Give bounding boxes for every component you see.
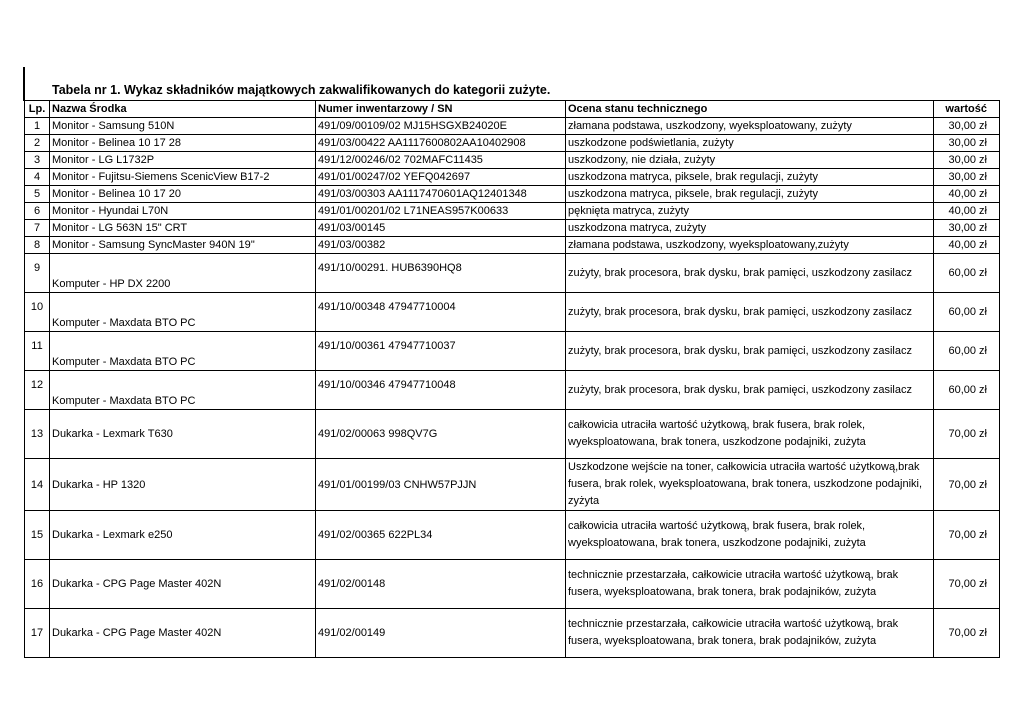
cell-name: Komputer - Maxdata BTO PC (50, 332, 316, 371)
cell-lp: 10 (25, 293, 50, 332)
header-value: wartość (934, 101, 1000, 118)
table-row (25, 459, 1000, 511)
cell-lp: 7 (25, 220, 50, 237)
table-row (25, 332, 1000, 371)
cell-lp: 4 (25, 169, 50, 186)
cell-lp: 15 (25, 511, 50, 560)
cell-condition: całkowicia utraciła wartość użytkową, brak fusera, brak rolek, wyeksploatowana, brak tonera, uszkodzone podajniki, zużyta (566, 511, 934, 560)
cell-condition: technicznie przestarzała, całkowicie utraciła wartość użytkową, brak fusera, wyeksploatowana, brak tonera, brak podajników, zużyta (566, 560, 934, 609)
cell-condition: uszkodzona matryca, piksele, brak regulacji, zużyty (566, 186, 934, 203)
cell-inventory: 491/01/00199/03 CNHW57PJJN (316, 459, 566, 511)
cell-value: 30,00 zł (934, 118, 1000, 135)
cell-name: Dukarka - HP 1320 (50, 459, 316, 511)
cell-lp: 14 (25, 459, 50, 511)
cell-name: Monitor - LG 563N 15" CRT (50, 220, 316, 237)
cell-value: 30,00 zł (934, 169, 1000, 186)
cell-value: 70,00 zł (934, 459, 1000, 511)
table-row (25, 560, 1000, 609)
cell-inventory: 491/09/00109/02 MJ15HSGXB24020E (316, 118, 566, 135)
cell-inventory: 491/03/00422 AA1117600802AA10402908 (316, 135, 566, 152)
cell-condition: zużyty, brak procesora, brak dysku, brak pamięci, uszkodzony zasilacz (566, 293, 934, 332)
cell-inventory: 491/10/00346 47947710048 (316, 371, 566, 410)
cell-inventory: 491/02/00149 (316, 609, 566, 658)
cell-name: Monitor - Hyundai L70N (50, 203, 316, 220)
cell-name: Dukarka - Lexmark e250 (50, 511, 316, 560)
cell-value: 60,00 zł (934, 371, 1000, 410)
cell-name: Monitor - Fujitsu-Siemens ScenicView B17-2 (50, 169, 316, 186)
cell-value: 60,00 zł (934, 332, 1000, 371)
cell-lp: 8 (25, 237, 50, 254)
cell-value: 70,00 zł (934, 560, 1000, 609)
header-inventory: Numer inwentarzowy / SN (316, 101, 566, 118)
table-row (25, 293, 1000, 332)
cell-lp: 13 (25, 410, 50, 459)
table-row (25, 118, 1000, 135)
table-row (25, 169, 1000, 186)
cell-lp: 17 (25, 609, 50, 658)
cell-lp: 5 (25, 186, 50, 203)
table-row (25, 237, 1000, 254)
cell-inventory: 491/01/00247/02 YEFQ042697 (316, 169, 566, 186)
cell-value: 40,00 zł (934, 203, 1000, 220)
header-row (25, 101, 1000, 118)
cell-name: Dukarka - Lexmark T630 (50, 410, 316, 459)
cell-name: Monitor - Samsung SyncMaster 940N 19'' (50, 237, 316, 254)
cell-name: Dukarka - CPG Page Master 402N (50, 609, 316, 658)
cell-inventory: 491/02/00063 998QV7G (316, 410, 566, 459)
table-row (25, 186, 1000, 203)
header-condition: Ocena stanu technicznego (566, 101, 934, 118)
cell-name: Komputer - HP DX 2200 (50, 254, 316, 293)
cell-condition: uszkodzona matryca, zużyty (566, 220, 934, 237)
table-row (25, 220, 1000, 237)
column-divider (23, 67, 25, 101)
cell-condition: Uszkodzone wejście na toner, całkowicia utraciła wartość użytkową,brak fusera, brak rolek, wyeksploatowana, brak tonera, uszkodzone podajniki, zyżyta (566, 459, 934, 511)
table-row (25, 511, 1000, 560)
cell-name: Monitor - Belinea 10 17 20 (50, 186, 316, 203)
cell-condition: złamana podstawa, uszkodzony, wyeksploatowany, zużyty (566, 118, 934, 135)
cell-lp: 11 (25, 332, 50, 371)
asset-table (24, 100, 1000, 658)
table-row (25, 203, 1000, 220)
cell-value: 30,00 zł (934, 152, 1000, 169)
cell-inventory: 491/12/00246/02 702MAFC11435 (316, 152, 566, 169)
cell-condition: złamana podstawa, uszkodzony, wyeksploatowany,zużyty (566, 237, 934, 254)
cell-inventory: 491/10/00361 47947710037 (316, 332, 566, 371)
cell-lp: 1 (25, 118, 50, 135)
cell-name: Monitor - LG L1732P (50, 152, 316, 169)
cell-lp: 9 (25, 254, 50, 293)
cell-condition: zużyty, brak procesora, brak dysku, brak pamięci, uszkodzony zasilacz (566, 254, 934, 293)
cell-lp: 3 (25, 152, 50, 169)
cell-lp: 16 (25, 560, 50, 609)
cell-condition: zużyty, brak procesora, brak dysku, brak pamięci, uszkodzony zasilacz (566, 332, 934, 371)
cell-lp: 12 (25, 371, 50, 410)
cell-lp: 6 (25, 203, 50, 220)
table-row (25, 254, 1000, 293)
cell-name: Dukarka - CPG Page Master 402N (50, 560, 316, 609)
table-row (25, 371, 1000, 410)
cell-value: 40,00 zł (934, 237, 1000, 254)
cell-condition: pęknięta matryca, zużyty (566, 203, 934, 220)
cell-name: Monitor - Belinea 10 17 28 (50, 135, 316, 152)
cell-inventory: 491/02/00148 (316, 560, 566, 609)
table-title: Tabela nr 1. Wykaz składników majątkowych zakwalifikowanych do kategorii zużyte. (52, 83, 551, 97)
cell-value: 30,00 zł (934, 135, 1000, 152)
cell-name: Monitor - Samsung 510N (50, 118, 316, 135)
cell-condition: technicznie przestarzała, całkowicie utraciła wartość użytkową, brak fusera, wyeksploatowana, brak tonera, brak podajników, zużyta (566, 609, 934, 658)
cell-name: Komputer - Maxdata BTO PC (50, 371, 316, 410)
cell-inventory: 491/03/00145 (316, 220, 566, 237)
cell-condition: uszkodzona matryca, piksele, brak regulacji, zużyty (566, 169, 934, 186)
table-row (25, 152, 1000, 169)
cell-value: 70,00 zł (934, 511, 1000, 560)
cell-condition: zużyty, brak procesora, brak dysku, brak pamięci, uszkodzony zasilacz (566, 371, 934, 410)
cell-value: 70,00 zł (934, 410, 1000, 459)
cell-inventory: 491/03/00303 AA1117470601AQ12401348 (316, 186, 566, 203)
cell-inventory: 491/03/00382 (316, 237, 566, 254)
table-row (25, 410, 1000, 459)
cell-inventory: 491/10/00291. HUB6390HQ8 (316, 254, 566, 293)
table-row (25, 609, 1000, 658)
cell-condition: całkowicia utraciła wartość użytkową, brak fusera, brak rolek, wyeksploatowana, brak tonera, uszkodzone podajniki, zużyta (566, 410, 934, 459)
cell-lp: 2 (25, 135, 50, 152)
cell-inventory: 491/02/00365 622PL34 (316, 511, 566, 560)
cell-value: 60,00 zł (934, 254, 1000, 293)
cell-condition: uszkodzone podświetlania, zużyty (566, 135, 934, 152)
cell-value: 30,00 zł (934, 220, 1000, 237)
cell-value: 70,00 zł (934, 609, 1000, 658)
header-lp: Lp. (25, 101, 50, 118)
cell-value: 60,00 zł (934, 293, 1000, 332)
cell-condition: uszkodzony, nie działa, zużyty (566, 152, 934, 169)
cell-inventory: 491/10/00348 47947710004 (316, 293, 566, 332)
cell-inventory: 491/01/00201/02 L71NEAS957K00633 (316, 203, 566, 220)
cell-value: 40,00 zł (934, 186, 1000, 203)
header-name: Nazwa Środka (50, 101, 316, 118)
table-row (25, 135, 1000, 152)
cell-name: Komputer - Maxdata BTO PC (50, 293, 316, 332)
